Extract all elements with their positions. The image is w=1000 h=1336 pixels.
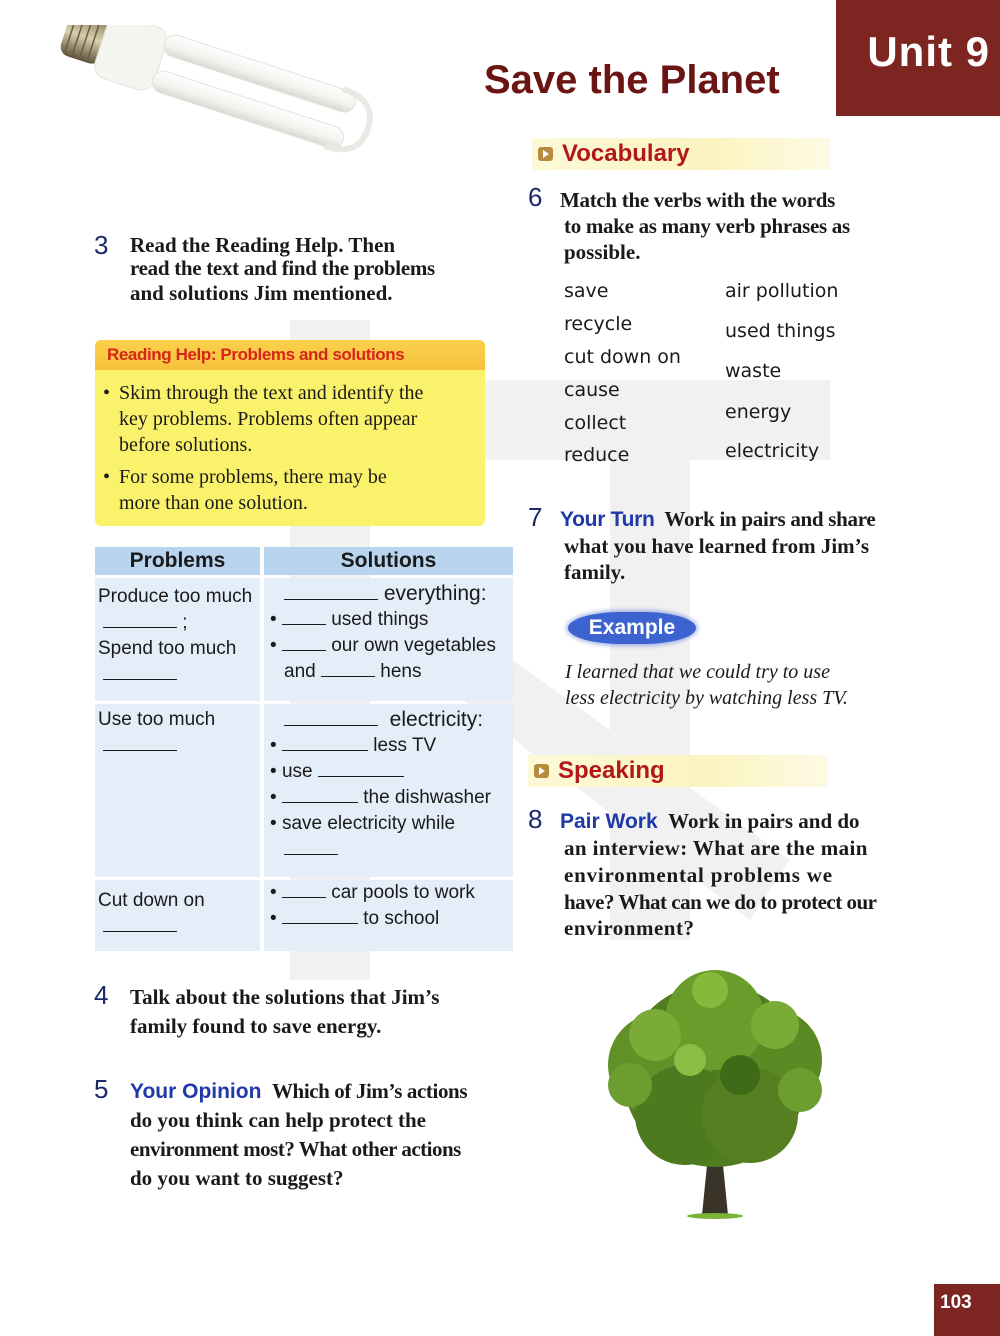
table-header-problems: Problems (95, 547, 260, 575)
table-row-3-problem (95, 880, 260, 951)
exercise-6-line: Match the verbs with the words (560, 188, 836, 212)
exercise-6-line: to make as many verb phrases as (564, 214, 850, 238)
solution-item (270, 785, 513, 811)
problem-text: Spend too much (98, 638, 237, 659)
answer-blank[interactable] (318, 759, 404, 777)
verb-item: recycle (564, 313, 633, 335)
problem-text: Cut down on (98, 890, 205, 911)
exercise-7-lead: Your Turn (560, 508, 655, 531)
problem-blank-line (98, 914, 260, 940)
speaking-section-header (528, 755, 828, 787)
exercise-7-line: family. (564, 560, 626, 584)
exercise-7-instructions (560, 506, 930, 585)
exercise-8-first-line (560, 808, 930, 835)
exercise-3-line: and solutions Jim mentioned. (130, 281, 393, 305)
solution-text: hens (380, 661, 422, 682)
exercise-5-line: do you think can help protect the (130, 1108, 426, 1132)
page-number: 103 (934, 1284, 1000, 1336)
verb-item: save (564, 280, 609, 302)
exercise-5-lead: Your Opinion (130, 1080, 262, 1103)
exercise-5-line: environment most? What other actions (130, 1137, 461, 1161)
table-row-2-solution (264, 704, 513, 877)
section-play-icon (538, 147, 553, 161)
example-line: I learned that we could try to use (565, 661, 830, 683)
unit-tab (836, 0, 1000, 116)
problem-text: Use too much (98, 709, 216, 730)
exercise-7-number: 7 (528, 502, 543, 532)
solution-item-continued (270, 659, 513, 685)
tip-line: • For some problems, there may be (119, 466, 387, 488)
exercise-5-instructions (130, 1077, 520, 1193)
problem-text: Produce too much (98, 586, 253, 607)
exercise-4-instructions (130, 983, 520, 1041)
solution-text: to school (363, 908, 440, 929)
tip-line: before solutions. (119, 434, 253, 456)
answer-blank[interactable] (282, 633, 326, 651)
tip-line: key problems. Problems often appear (119, 408, 418, 430)
reading-help-tip (103, 380, 473, 458)
solution-text: used things (331, 609, 429, 630)
answer-blank[interactable] (321, 659, 375, 677)
exercise-8-line: an interview: What are the main (564, 836, 868, 860)
example-sentence (565, 659, 925, 711)
verb-item: cause (564, 379, 620, 401)
solution-title (270, 707, 513, 733)
problem-text: ; (177, 612, 188, 633)
solution-title (270, 581, 513, 607)
answer-blank[interactable] (282, 880, 326, 898)
exercise-8-number: 8 (528, 804, 543, 834)
solution-text: and (284, 661, 316, 682)
exercise-5-line: do you want to suggest? (130, 1166, 344, 1190)
tip-line: • Skim through the text and identify the (119, 382, 424, 404)
solution-item (270, 607, 513, 633)
solution-item (270, 733, 513, 759)
exercise-7-line: what you have learned from Jim’s (564, 534, 870, 558)
word-item: energy (725, 401, 792, 423)
verb-item: collect (564, 412, 627, 434)
answer-blank[interactable] (282, 785, 358, 803)
exercise-8-text: Work in pairs and do (668, 809, 860, 833)
answer-blank[interactable] (282, 607, 326, 625)
exercise-4-line: Talk about the solutions that Jim’s (130, 985, 440, 1009)
answer-blank[interactable] (103, 733, 177, 751)
problem-blank-line (98, 733, 260, 759)
solution-item (270, 811, 513, 837)
solution-item (270, 633, 513, 659)
energy-saving-bulb-image (30, 25, 390, 195)
example-line: less electricity by watching less TV. (565, 687, 848, 709)
exercise-5-first-line (130, 1077, 520, 1106)
exercise-3-number: 3 (94, 230, 109, 260)
unit-label: Unit 9 (867, 28, 990, 75)
solution-text: car pools to work (331, 882, 475, 903)
word-item: electricity (725, 440, 820, 462)
problem-blank-line (98, 610, 260, 636)
word-item: waste (725, 360, 782, 382)
answer-blank[interactable] (282, 906, 358, 924)
exercise-5-text: Which of Jim’s actions (271, 1079, 468, 1103)
exercise-3-line: read the text and find the problems (130, 256, 435, 280)
answer-blank[interactable] (103, 914, 177, 932)
solution-text: electricity: (389, 708, 484, 731)
table-row-2-problem (95, 704, 260, 877)
tree-image (590, 965, 845, 1220)
exercise-6-number: 6 (528, 182, 543, 212)
solution-item (270, 759, 513, 785)
solution-item (270, 880, 513, 906)
exercise-5-number: 5 (94, 1074, 109, 1104)
table-row-3-solution (264, 880, 513, 951)
solution-blank-line (270, 837, 513, 863)
exercise-8-line: environment? (564, 916, 695, 940)
section-play-icon (534, 764, 549, 778)
table-row-1-problem (95, 578, 260, 701)
example-badge: Example (568, 612, 696, 644)
exercise-6-instructions (560, 187, 930, 265)
solution-item (270, 906, 513, 932)
exercise-7-text: Work in pairs and share (664, 507, 876, 531)
tip-line: more than one solution. (119, 492, 308, 514)
word-item: used things (725, 320, 836, 342)
solution-text: save electricity while (281, 813, 456, 834)
answer-blank[interactable] (284, 582, 378, 600)
vocabulary-section-header (532, 138, 830, 170)
exercise-8-instructions (560, 808, 930, 941)
table-row-1-solution (264, 578, 513, 701)
solution-text: less TV (373, 735, 437, 756)
exercise-8-line: have? What can we do to protect our (564, 890, 877, 914)
exercise-8-lead: Pair Work (560, 810, 658, 833)
solution-text: everything: (383, 582, 487, 605)
problems-solutions-table (95, 547, 513, 951)
exercise-3-line: Read the Reading Help. Then (130, 233, 396, 257)
speaking-title: Speaking (558, 757, 665, 784)
answer-blank[interactable] (103, 610, 177, 628)
solution-text: our own vegetables (331, 635, 496, 656)
page-title: Save the Planet (484, 58, 780, 102)
answer-blank[interactable] (284, 708, 378, 726)
answer-blank[interactable] (103, 662, 177, 680)
word-item: air pollution (725, 280, 839, 302)
table-header-solutions: Solutions (264, 547, 513, 575)
answer-blank[interactable] (284, 837, 338, 855)
vocabulary-title: Vocabulary (562, 140, 690, 167)
reading-help-title: Reading Help: Problems and solutions (95, 340, 485, 370)
exercise-8-line: environmental problems we (564, 863, 833, 887)
exercise-6-line: possible. (564, 240, 641, 264)
reading-help-box (95, 340, 485, 526)
verb-item: reduce (564, 444, 630, 466)
exercise-3-instructions (130, 234, 500, 306)
problem-blank-line (98, 662, 260, 688)
solution-text: use (281, 761, 313, 782)
solution-text: the dishwasher (363, 787, 492, 808)
exercise-4-line: family found to save energy. (130, 1014, 382, 1038)
answer-blank[interactable] (282, 733, 368, 751)
exercise-7-first-line (560, 506, 930, 533)
verb-item: cut down on (564, 346, 681, 368)
exercise-4-number: 4 (94, 980, 109, 1010)
reading-help-tip (103, 464, 473, 516)
